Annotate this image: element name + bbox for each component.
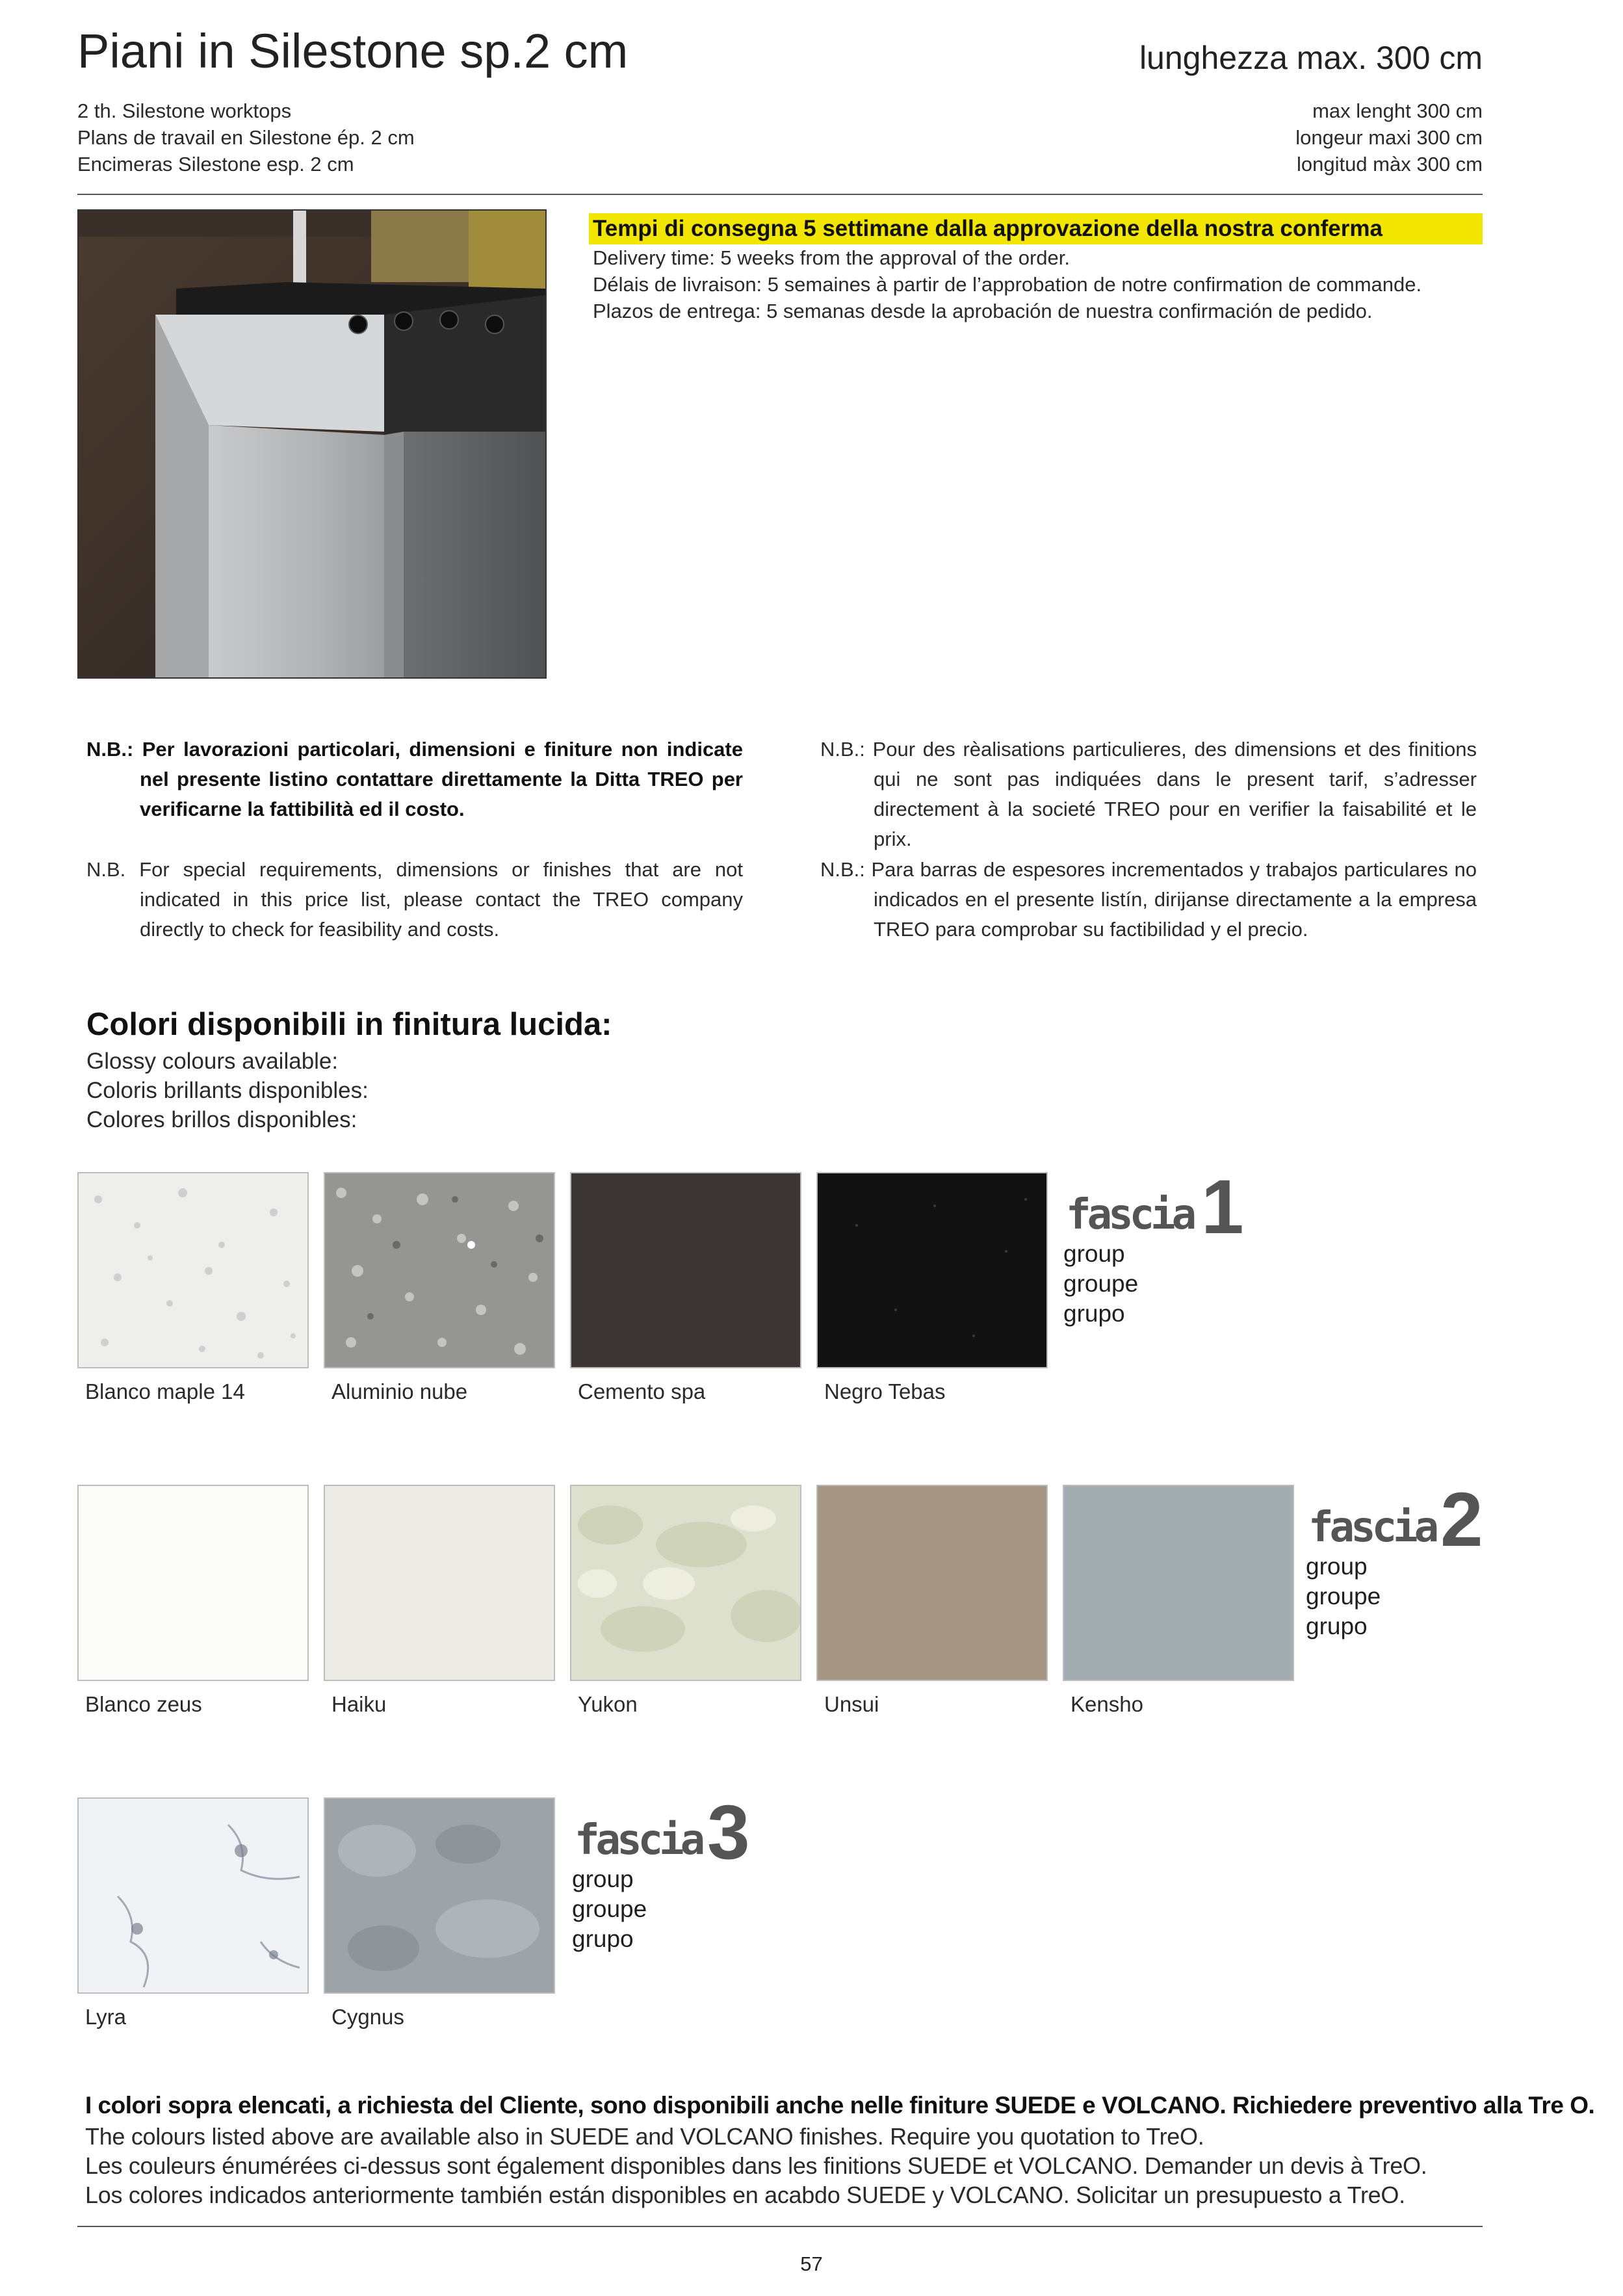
- length-max: lunghezza max. 300 cm: [1139, 40, 1483, 76]
- colors-heading: Colori disponibili in finitura lucida:: [86, 1007, 612, 1042]
- veined-texture: [571, 1486, 801, 1681]
- colors-sub-es: Colores brillos disponibles:: [86, 1107, 357, 1132]
- solid-texture: [325, 1486, 555, 1681]
- finishes-note-it: I colori sopra elencati, a richiesta del Cliente, sono disponibili anche nelle finiture SUEDE e VOLCANO. Richiedere preventivo alla Tre O.: [85, 2092, 1595, 2119]
- finishes-note-es: Los colores indicados anteriormente también están disponibles en acabdo SUEDE y VOLCANO. Solicitar un presupuesto a TreO.: [85, 2182, 1405, 2208]
- note-it: N.B.: Per lavorazioni particolari, dimensioni e finiture non indicate nel presente listino contattare direttamente la Ditta TREO per verificarne la fattibilità ed il costo.: [86, 738, 743, 820]
- finishes-note-en: The colours listed above are available also in SUEDE and VOLCANO finishes. Require you quotation to TreO.: [85, 2123, 1204, 2150]
- swatch-label: Kensho: [1071, 1692, 1143, 1716]
- speckle-texture: [79, 1173, 309, 1368]
- group-labels: group groupe grupo: [572, 1866, 647, 1952]
- page-number: 57: [800, 2252, 823, 2275]
- translation-es: Encimeras Silestone esp. 2 cm: [77, 153, 354, 176]
- delivery-fr: Délais de livraison: 5 semaines à partir de l’approbation de notre confirmation de commande.: [593, 273, 1422, 296]
- swatch-haiku[interactable]: [324, 1485, 555, 1681]
- swatch-negro-tebas[interactable]: [816, 1172, 1048, 1368]
- note-es: N.B.: Para barras de espesores incrementados y trabajos particulares no indicados en el presente listín, dirijanse directamente a la empresa TREO para comprobar su factibilidad y el precio.: [820, 858, 1477, 941]
- delivery-en: Delivery time: 5 weeks from the approval of the order.: [593, 246, 1070, 269]
- fascia-label: fascia: [575, 1816, 702, 1864]
- swatch-label: Blanco zeus: [85, 1692, 202, 1716]
- swatch-cemento-spa[interactable]: [570, 1172, 801, 1368]
- swatch-label: Unsui: [824, 1692, 879, 1716]
- solid-texture: [1064, 1486, 1294, 1681]
- kitchen-photo-illustration: [79, 211, 545, 677]
- swatch-cygnus[interactable]: [324, 1797, 555, 1994]
- colors-subheadings: [86, 1047, 369, 1134]
- length-fr: longeur maxi 300 cm: [1295, 126, 1483, 149]
- fascia-number: 3: [707, 1790, 750, 1875]
- swatch-lyra[interactable]: [77, 1797, 309, 1994]
- swatch-blanco-zeus[interactable]: [77, 1485, 309, 1681]
- header-divider: [77, 194, 1483, 195]
- swatch-label: Negro Tebas: [824, 1379, 946, 1403]
- page-title: Piani in Silestone sp.2 cm: [77, 24, 629, 78]
- delivery-highlight: Tempi di consegna 5 settimane dalla approvazione della nostra conferma: [589, 213, 1483, 244]
- product-photo: [77, 209, 547, 679]
- translation-fr: Plans de travail en Silestone ép. 2 cm: [77, 126, 415, 149]
- swatch-label: Aluminio nube: [331, 1379, 468, 1403]
- solid-texture: [79, 1486, 309, 1681]
- note-fr: N.B.: Pour des rèalisations particulieres, des dimensions et des finitions qui ne sont pas indiquées dans le present tarif, s’adresser directement à la societé TREO pour en verifier la faisabilité et le prix.: [820, 738, 1477, 850]
- colors-sub-fr: Coloris brillants disponibles:: [86, 1078, 369, 1103]
- swatch-label: Blanco maple 14: [85, 1379, 245, 1403]
- fascia-number: 1: [1201, 1164, 1244, 1250]
- swatch-blanco-maple-14[interactable]: [77, 1172, 309, 1368]
- fascia-number: 2: [1440, 1477, 1483, 1563]
- note-en: N.B. For special requirements, dimensions or finishes that are not indicated in this price list, please contact the TREO company directly to check for feasibility and costs.: [86, 858, 743, 941]
- solid-texture: [571, 1173, 801, 1368]
- swatch-label: Cemento spa: [578, 1379, 706, 1403]
- colors-sub-en: Glossy colours available:: [86, 1049, 339, 1074]
- length-es: longitud màx 300 cm: [1296, 153, 1483, 176]
- swatch-yukon[interactable]: [570, 1485, 801, 1681]
- mottled-texture: [325, 1799, 555, 1994]
- length-en: max lenght 300 cm: [1312, 99, 1483, 122]
- delivery-info: [589, 213, 1483, 324]
- delivery-es: Plazos de entrega: 5 semanas desde la aprobación de nuestra confirmación de pedido.: [593, 300, 1373, 322]
- speckle-texture: [818, 1173, 1048, 1368]
- finishes-notes: [85, 2122, 1427, 2210]
- fascia-label: fascia: [1066, 1191, 1193, 1239]
- swatch-kensho[interactable]: [1063, 1485, 1294, 1681]
- swatch-label: Cygnus: [331, 2005, 404, 2029]
- group-labels: group groupe grupo: [1306, 1553, 1381, 1639]
- length-translations: [1295, 98, 1483, 177]
- translation-en: 2 th. Silestone worktops: [77, 99, 292, 122]
- fascia-label: fascia: [1308, 1504, 1436, 1552]
- finishes-note-fr: Les couleurs énumérées ci-dessus sont également disponibles dans les finitions SUEDE et VOLCANO. Demander un devis à TreO.: [85, 2152, 1427, 2179]
- swatch-unsui[interactable]: [816, 1485, 1048, 1681]
- speckle-texture: [325, 1173, 555, 1368]
- swatch-label: Haiku: [331, 1692, 387, 1716]
- solid-texture: [818, 1486, 1048, 1681]
- swatch-label: Lyra: [85, 2005, 126, 2029]
- group-labels: group groupe grupo: [1063, 1240, 1139, 1327]
- swatch-label: Yukon: [578, 1692, 638, 1716]
- footer-divider: [77, 2226, 1483, 2227]
- marble-texture: [79, 1799, 309, 1994]
- swatch-aluminio-nube[interactable]: [324, 1172, 555, 1368]
- title-translations: [77, 98, 415, 177]
